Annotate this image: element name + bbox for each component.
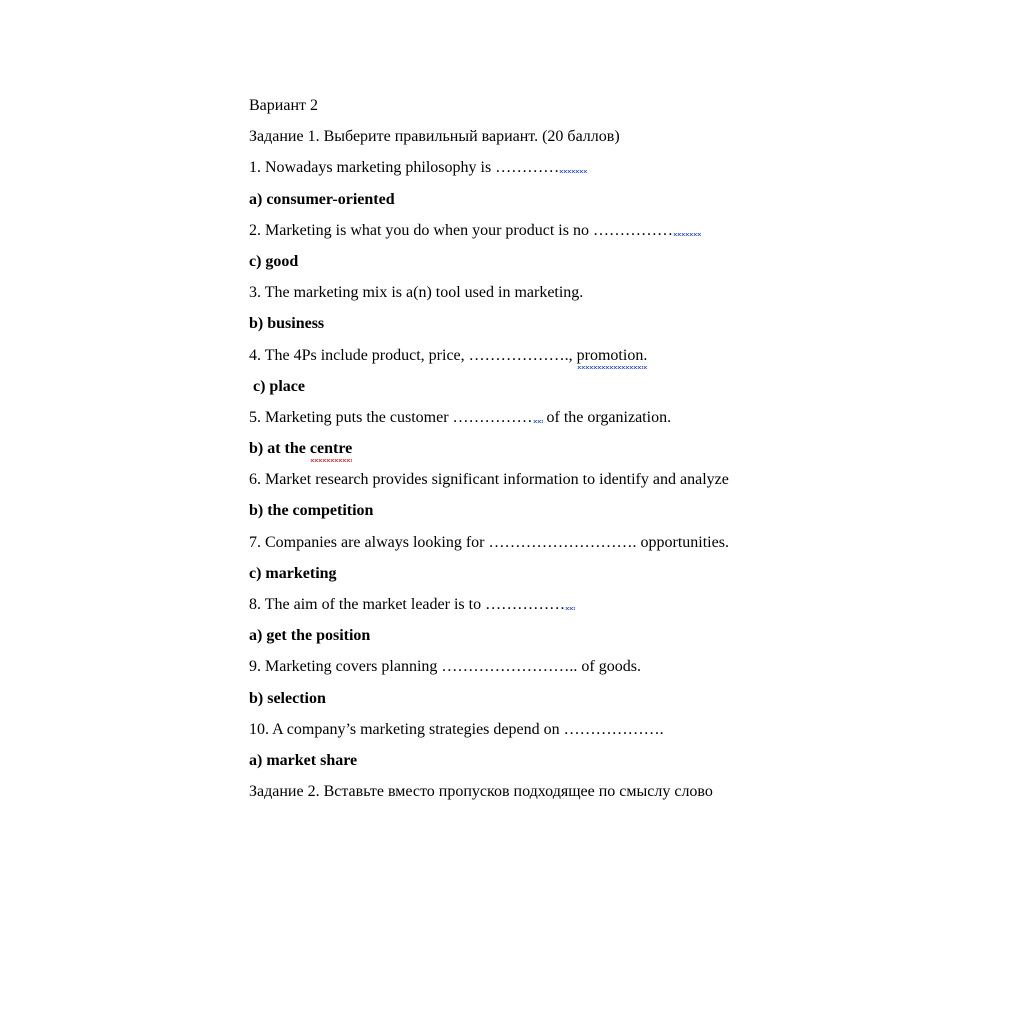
question-4 bbox=[249, 344, 869, 375]
question-3: 3. The marketing mix is a(n) tool used in marketing. bbox=[249, 284, 584, 302]
question-8 bbox=[249, 593, 869, 624]
question-text: 8. The aim of the market leader is to …………… bbox=[249, 596, 566, 613]
answer-6: b) the competition bbox=[249, 502, 374, 520]
question-6: 6. Market research provides significant information to identify and analyze bbox=[249, 471, 729, 489]
question-text-end: of the organization. bbox=[542, 408, 672, 426]
question-text: 4. The 4Ps include product, price, ………………., bbox=[249, 346, 577, 364]
grammar-squiggle bbox=[559, 162, 587, 172]
grammar-flagged-word: promotion bbox=[577, 344, 644, 368]
question-9: 9. Marketing covers planning …………………….. of goods. bbox=[249, 658, 641, 676]
question-text: 5. Marketing puts the customer …………… bbox=[249, 408, 533, 426]
answer-text: b) at the bbox=[249, 440, 310, 458]
answer-3: b) business bbox=[249, 315, 325, 333]
question-1 bbox=[249, 156, 869, 187]
question-text-end: . bbox=[643, 344, 647, 368]
grammar-squiggle bbox=[565, 599, 575, 609]
variant-title: Вариант 2 bbox=[249, 97, 318, 114]
question-10: 10. A company’s marketing strategies depend on ………………. bbox=[249, 720, 664, 738]
answer-4: c) place bbox=[253, 377, 305, 395]
answer-10: a) market share bbox=[249, 751, 358, 769]
question-text: 1. Nowadays marketing philosophy is ………… bbox=[249, 159, 560, 177]
answer-7: c) marketing bbox=[249, 564, 337, 582]
answer-8: a) get the position bbox=[249, 627, 371, 645]
question-5 bbox=[249, 406, 869, 437]
document-body bbox=[249, 94, 869, 811]
question-text: 2. Marketing is what you do when your product is no …………… bbox=[249, 221, 673, 239]
grammar-squiggle bbox=[533, 412, 543, 422]
task-2-heading: Задание 2. Вставьте вместо пропусков подходящее по смыслу слово bbox=[249, 783, 713, 801]
answer-9: b) selection bbox=[249, 689, 326, 707]
task-1-heading: Задание 1. Выберите правильный вариант. (20 баллов) bbox=[249, 128, 620, 146]
answer-5 bbox=[249, 437, 869, 468]
grammar-squiggle bbox=[673, 225, 701, 235]
question-7: 7. Companies are always looking for ………………………. opportunities. bbox=[249, 533, 729, 551]
answer-2: c) good bbox=[249, 252, 299, 270]
question-2 bbox=[249, 219, 869, 250]
answer-1: a) consumer-oriented bbox=[249, 190, 395, 208]
spelling-flagged-word: centre bbox=[310, 437, 352, 461]
